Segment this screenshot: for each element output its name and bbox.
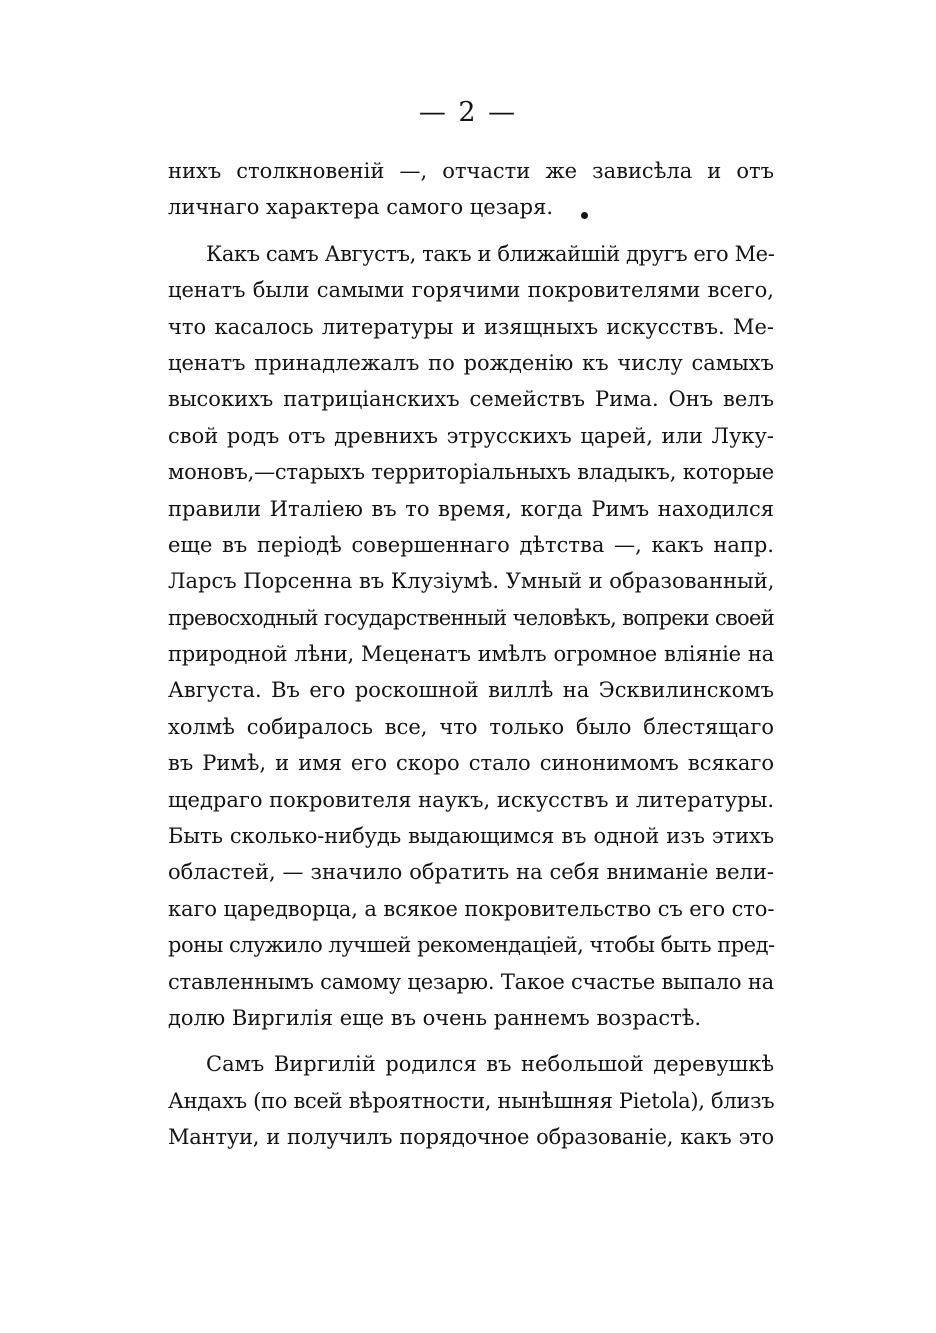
text-line: что касалось литературы и изящныхъ искусствъ. Ме- bbox=[168, 314, 774, 339]
paragraph-continuation bbox=[168, 153, 774, 226]
body-text bbox=[168, 153, 774, 1156]
text-line: природной лѣни, Меценатъ имѣлъ огромное вліяніе на bbox=[168, 642, 774, 667]
text-line: щедраго покровителя наукъ, искусствъ и литературы. bbox=[168, 787, 774, 812]
text-line: нихъ столкновеній —, отчасти же зависѣла и отъ bbox=[168, 159, 774, 183]
text-line: долю Виргилія еще въ очень раннемъ возрастѣ. bbox=[168, 1005, 702, 1030]
text-line: высокихъ патриціанскихъ семействъ Рима. Онъ велъ bbox=[168, 387, 774, 412]
text-line: Августа. Въ его роскошной виллѣ на Эсквилинскомъ bbox=[168, 678, 774, 703]
text-line: ставленнымъ самому цезарю. Такое счастье выпало на bbox=[168, 969, 774, 994]
paragraph-maecenas bbox=[168, 236, 774, 1037]
text-line: областей, — значило обратить на себя вниманіе вели- bbox=[168, 860, 774, 885]
text-line: превосходный государственный человѣкъ, вопреки своей bbox=[168, 605, 774, 630]
text-line: личнаго характера самого цезаря. bbox=[168, 195, 554, 220]
text-line: Ларсъ Порсенна въ Клузіумѣ. Умный и образованный, bbox=[168, 569, 775, 594]
text-line: моновъ,—старыхъ территоріальныхъ владыкъ, которые bbox=[168, 460, 774, 485]
text-line: Самъ Виргилій родился въ небольшой деревушкѣ bbox=[206, 1052, 774, 1077]
text-line: каго царедворца, а всякое покровительство съ его сто- bbox=[168, 896, 775, 921]
text-line: въ Римѣ, и имя его скоро стало синонимомъ всякаго bbox=[168, 751, 774, 776]
text-line: правили Италіею въ то время, когда Римъ находился bbox=[168, 496, 774, 521]
text-line: холмѣ собиралось все, что только было блестящаго bbox=[168, 714, 774, 739]
text-line: Мантуи, и получилъ порядочное образованіе, какъ это bbox=[168, 1125, 774, 1150]
text-line: ценатъ были самыми горячими покровителями всего, bbox=[168, 278, 774, 303]
text-line: роны служило лучшей рекомендаціей, чтобы быть пред- bbox=[168, 933, 775, 958]
text-line: Быть сколько-нибудь выдающимся въ одной изъ этихъ bbox=[168, 824, 774, 849]
text-line: Какъ самъ Августъ, такъ и ближайшій другъ его Ме- bbox=[206, 241, 775, 266]
text-line: свой родъ отъ древнихъ этрусскихъ царей, или Луку- bbox=[168, 423, 774, 448]
page-number: — 2 — bbox=[418, 97, 518, 128]
text-line: Андахъ (по всей вѣроятности, нынѣшняя Pietola), близъ bbox=[168, 1088, 775, 1113]
text-line: ценатъ принадлежалъ по рожденію къ числу самыхъ bbox=[168, 350, 774, 375]
paragraph-virgil-birth bbox=[168, 1046, 774, 1155]
text-line: еще въ періодѣ совершеннаго дѣтства —, какъ напр. bbox=[168, 532, 774, 557]
